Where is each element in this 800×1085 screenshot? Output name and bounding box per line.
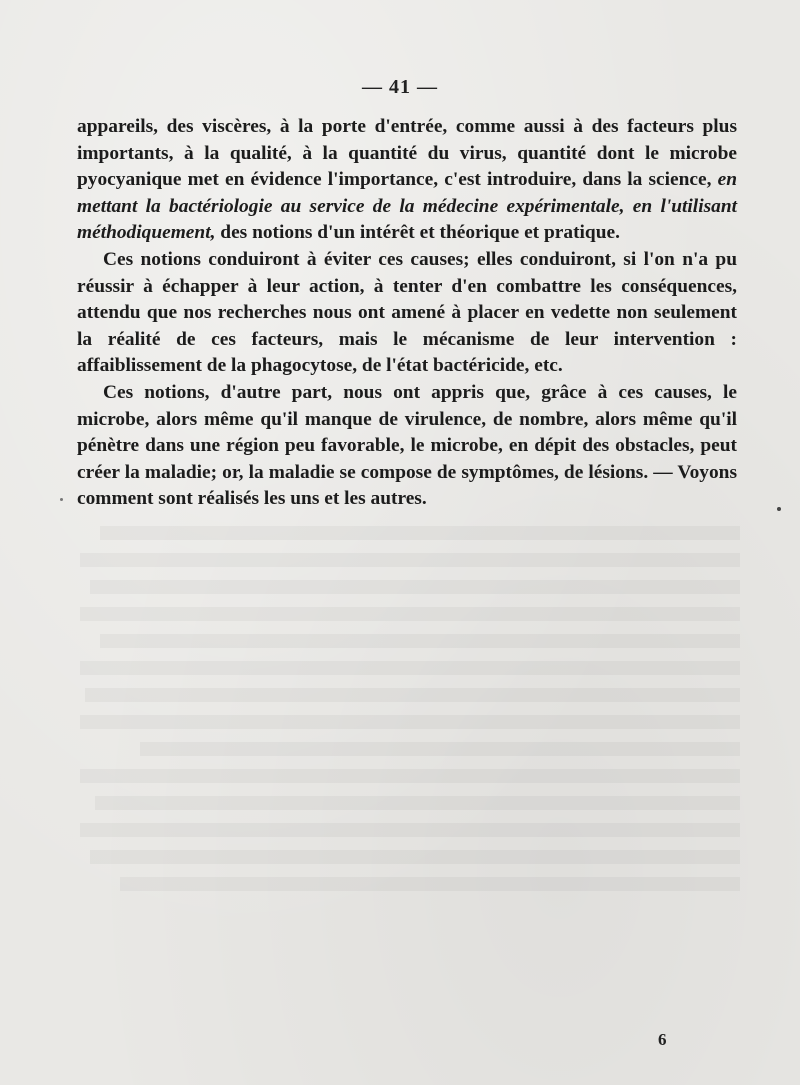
paragraph-3: Ces notions, d'autre part, nous ont appris que, grâce à ces causes, le microbe, alors même qu'il manque de virulence, de nombre, alors même qu'il pénètre dans une région peu favorable, le microbe, en dépit des obstacles, peut créer la maladie; or, la maladie se compose de symptômes, de lésions. — Voyons comment sont réalisés les uns et les autres.: [77, 381, 737, 510]
body-text: [77, 114, 737, 513]
paragraph-2: Ces notions conduiront à éviter ces causes; elles conduiront, si l'on n'a pu réussir à échapper à leur action, à tenter d'en combattre les conséquences, attendu que nos recherches nous ont amené à placer en vedette non seulement la réalité de ces facteurs, mais le mécanisme de leur intervention : affaiblissement de la phagocytose, de l'état bactéricide, etc.: [77, 248, 737, 377]
bleed-through-texture: [80, 520, 740, 904]
signature-number: 6: [658, 1030, 667, 1049]
paragraph-1-italic: en mettant la bactériologie au service de la médecine expérimentale, en l'utilisant méthodiquement,: [77, 169, 737, 244]
paragraph-1: [77, 114, 737, 247]
header-page-number: — 41 —: [362, 76, 438, 98]
ink-speck: [60, 498, 63, 501]
ink-speck: [777, 507, 781, 511]
paragraph-1-end: des notions d'un intérêt et théorique et pratique.: [215, 222, 620, 244]
paragraph-1-start: appareils, des viscères, à la porte d'entrée, comme aussi à des facteurs plus importants, à la qualité, à la quantité du virus, quantité dont le microbe pyocyanique met en évidence l'importance, c'est introduire, dans la science,: [77, 116, 737, 191]
